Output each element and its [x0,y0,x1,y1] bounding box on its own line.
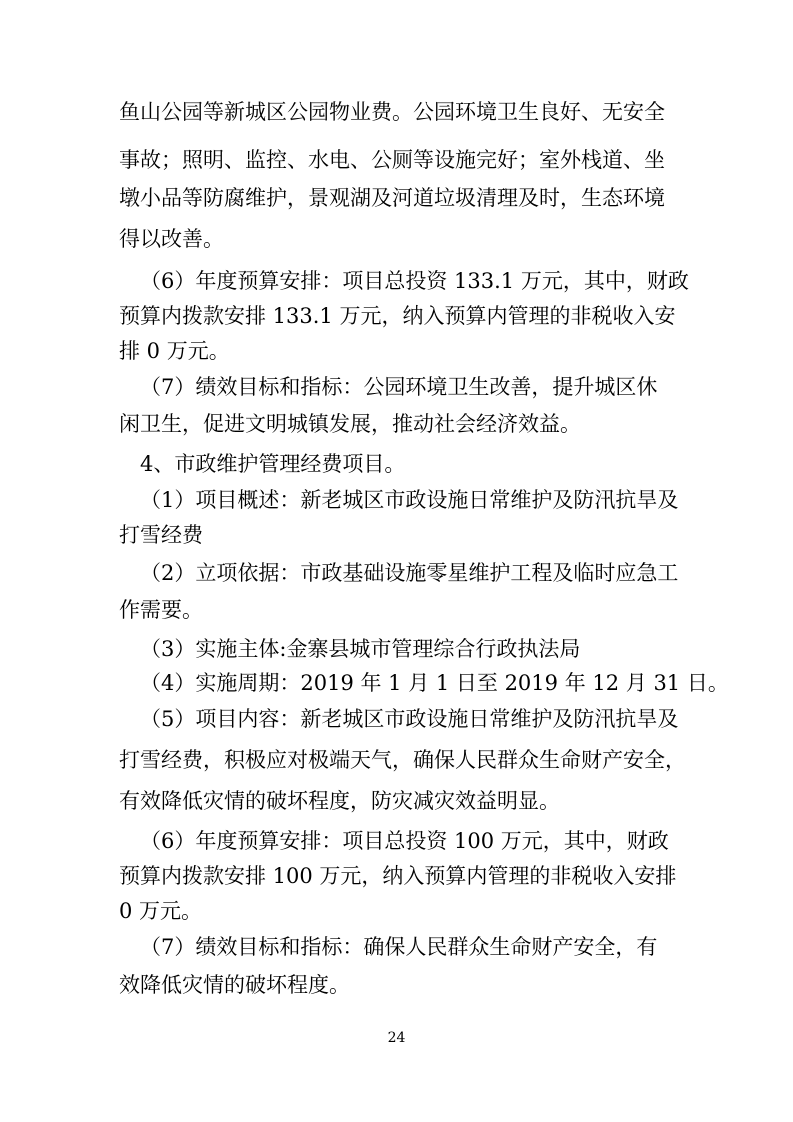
text-line: 事故；照明、监控、水电、公厕等设施完好；室外栈道、坐 [119,148,665,172]
text-line: 预算内拨款安排 133.1 万元，纳入预算内管理的非税收入安 [119,304,676,328]
text-line: 0 万元。 [119,899,203,923]
text-line: （1）项目概述：新老城区市政设施日常维护及防汛抗旱及 [140,488,679,512]
text-line: 墩小品等防腐维护，景观湖及河道垃圾清理及时，生态环境 [119,186,665,210]
text-line: （6）年度预算安排：项目总投资 100 万元，其中，财政 [140,829,669,853]
text-line: （4）实施周期：2019 年 1 月 1 日至 2019 年 12 月 31 日。 [140,671,729,695]
text-line: 有效降低灾情的破坏程度，防灾减灾效益明显。 [119,789,560,813]
text-line: 预算内拨款安排 100 万元，纳入预算内管理的非税收入安排 [119,864,677,888]
section-heading: 4、市政维护管理经费项目。 [140,452,406,476]
text-line: （7）绩效目标和指标：确保人民群众生命财产安全，有 [140,935,658,959]
text-line: 得以改善。 [119,227,224,251]
text-line: （6）年度预算安排：项目总投资 133.1 万元，其中，财政 [140,269,689,293]
text-line: （2）立项依据：市政基础设施零星维护工程及临时应急工 [140,561,679,585]
text-line: 打雪经费 [119,523,203,547]
text-line: 排 0 万元。 [119,339,230,363]
text-line: （3）实施主体:金寨县城市管理综合行政执法局 [140,637,581,661]
text-line: 效降低灾情的破坏程度。 [119,973,350,997]
text-line: 鱼山公园等新城区公园物业费。公园环境卫生良好、无安全 [119,100,665,124]
text-line: （5）项目内容：新老城区市政设施日常维护及防汛抗旱及 [140,707,679,731]
text-line: （7）绩效目标和指标：公园环境卫生改善，提升城区休 [140,375,658,399]
text-line: 作需要。 [119,598,203,622]
text-line: 打雪经费，积极应对极端天气，确保人民群众生命财产安全， [119,748,686,772]
page-number: 24 [387,1030,406,1046]
text-line: 闲卫生，促进文明城镇发展，推动社会经济效益。 [119,412,581,436]
